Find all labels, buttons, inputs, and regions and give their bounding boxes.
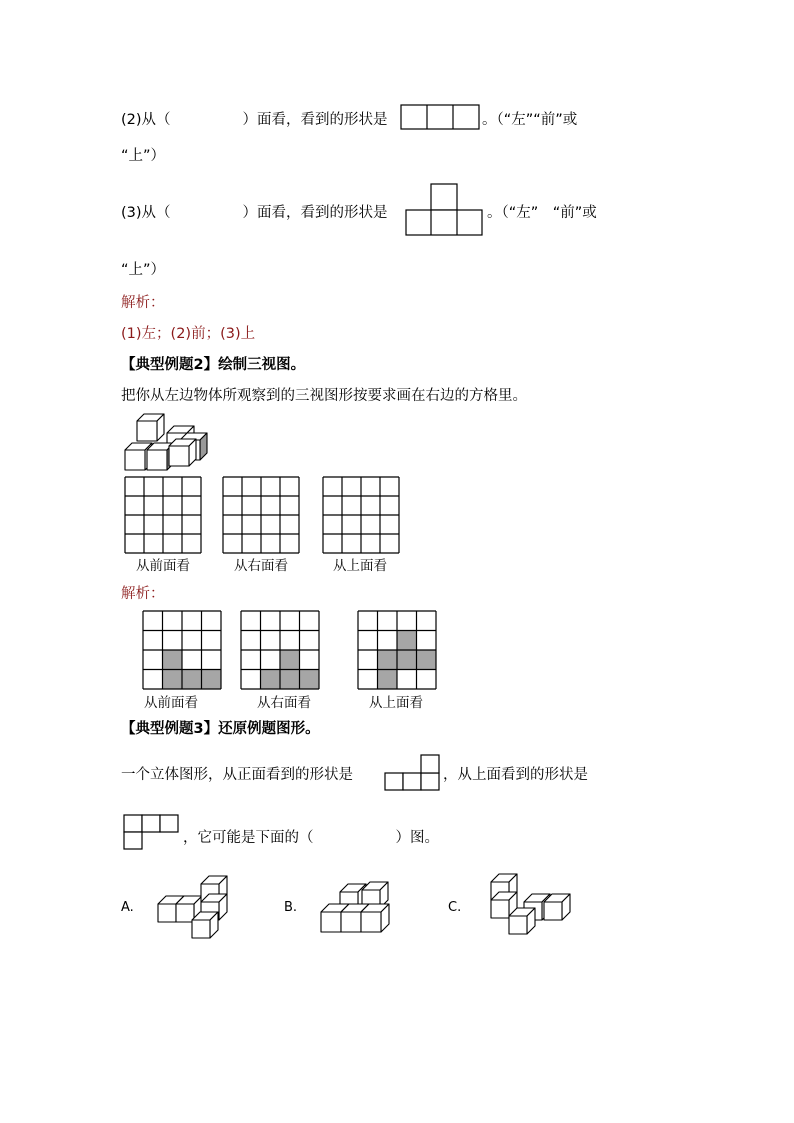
cube-front-face — [176, 904, 194, 922]
right-view-empty-grid — [222, 476, 302, 554]
q3-prefix: (3)从（ — [121, 205, 171, 221]
analysis-1-label: 解析： — [121, 295, 165, 311]
cube-object-figure — [124, 413, 210, 473]
option-b-label: B. — [284, 900, 298, 915]
top-view-answer-grid — [357, 610, 439, 690]
front-view-answer-grid — [142, 610, 224, 690]
q3-continuation: “上”） — [121, 262, 166, 278]
question-prompt-end: ）图。 — [395, 830, 439, 846]
top-view-description: ，从上面看到的形状是 — [443, 767, 588, 783]
option-a-label: A. — [121, 900, 134, 915]
shaded-cell — [163, 650, 183, 670]
cube-front-face — [361, 912, 381, 932]
shaded-cell — [397, 650, 417, 670]
q3-options: 。（“左” “前”或 — [487, 205, 597, 221]
caption-front-view: 从前面看 — [136, 558, 190, 574]
example-2-title: 【典型例题2】绘制三视图。 — [121, 357, 306, 373]
cube-front-face — [491, 900, 509, 918]
shaded-cell — [397, 631, 417, 651]
question-3 — [121, 201, 388, 222]
answer-caption-front-view: 从前面看 — [144, 695, 198, 711]
question-prompt: ，它可能是下面的（ — [183, 830, 314, 846]
q2-shape-figure — [400, 104, 480, 130]
example-3-title: 【典型例题3】还原例题图形。 — [121, 721, 320, 737]
shaded-cell — [300, 670, 320, 690]
q2-options: 。（“左”“前”或 — [482, 112, 578, 128]
top-view-empty-grid — [322, 476, 402, 554]
answer-caption-top-view: 从上面看 — [369, 695, 423, 711]
shaded-cell — [378, 670, 398, 690]
cube-front-face — [137, 421, 157, 441]
cube-front-face — [509, 916, 527, 934]
front-view-shape-figure — [384, 754, 440, 792]
q3-shape-figure — [405, 183, 483, 237]
q3-suffix: ）面看，看到的形状是 — [242, 205, 388, 221]
cube-front-face — [158, 904, 176, 922]
shaded-cell — [378, 650, 398, 670]
question-2 — [121, 108, 388, 129]
shaded-cell — [417, 650, 437, 670]
caption-top-view: 从上面看 — [333, 558, 387, 574]
option-c-label: C. — [448, 900, 462, 915]
front-view-description: 一个立体图形，从正面看到的形状是 — [121, 767, 353, 783]
shaded-cell — [163, 670, 183, 690]
analysis-2-label: 解析： — [121, 586, 165, 602]
cube-front-face — [544, 902, 562, 920]
q2-prefix: (2)从（ — [121, 112, 171, 128]
shaded-cell — [261, 670, 281, 690]
example-2-instruction: 把你从左边物体所观察到的三视图形按要求画在右边的方格里。 — [121, 388, 527, 404]
shaded-cell — [280, 670, 300, 690]
cube-front-face — [147, 450, 167, 470]
example-3-line-1 — [121, 763, 353, 784]
shaded-cell — [202, 670, 222, 690]
q2-continuation: “上”） — [121, 148, 166, 164]
caption-right-view: 从右面看 — [234, 558, 288, 574]
cube-front-face — [169, 446, 189, 466]
option-a-figure — [155, 872, 235, 942]
q2-suffix: ）面看，看到的形状是 — [242, 112, 388, 128]
cube-front-face — [341, 912, 361, 932]
top-view-shape-figure — [123, 814, 179, 850]
option-b-figure — [318, 878, 398, 938]
front-view-empty-grid — [124, 476, 204, 554]
cube-front-face — [125, 450, 145, 470]
answer-caption-right-view: 从右面看 — [257, 695, 311, 711]
right-view-answer-grid — [240, 610, 322, 690]
cube-front-face — [192, 920, 210, 938]
option-c-figure — [488, 872, 572, 944]
shaded-cell — [182, 670, 202, 690]
cube-front-face — [321, 912, 341, 932]
analysis-1-answer: (1)左；(2)前；(3)上 — [121, 326, 256, 342]
shaded-cell — [280, 650, 300, 670]
example-3-line-2 — [183, 826, 439, 847]
